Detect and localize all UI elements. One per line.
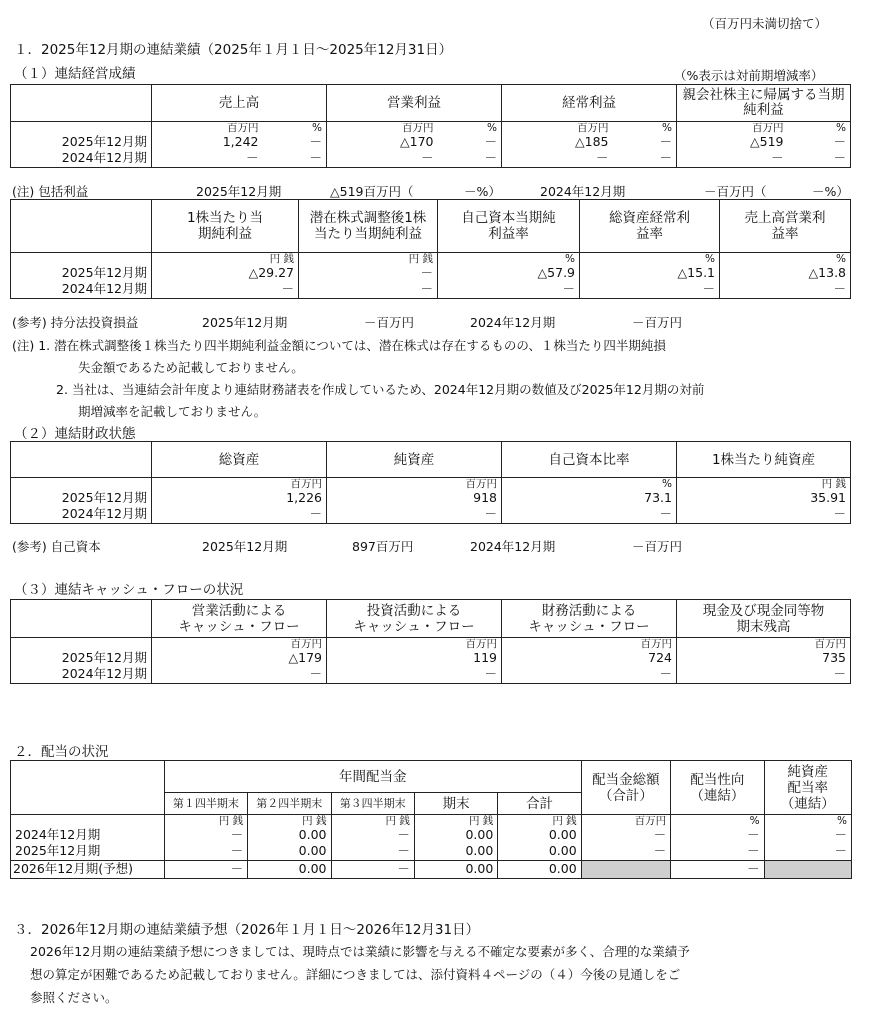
body-line: 参照ください。 bbox=[30, 990, 118, 1005]
unit-cell: 円 銭 bbox=[677, 478, 851, 491]
value-text: 897百万円 bbox=[352, 539, 414, 554]
unit-cell: % bbox=[764, 815, 851, 828]
value-cell: 73.1 bbox=[502, 490, 677, 506]
period-label: 2025年12月期 bbox=[196, 184, 282, 199]
table-row bbox=[11, 860, 852, 878]
dividend-table bbox=[10, 760, 852, 879]
row-label: 2024年12月期 bbox=[11, 666, 152, 683]
col-header: 親会社株主に帰属する当期純利益 bbox=[677, 85, 851, 122]
col-header: 配当性向 （連結） bbox=[671, 761, 764, 815]
value-cell: 735 bbox=[677, 650, 851, 666]
value-cell: － bbox=[613, 150, 677, 167]
unit-cell: % bbox=[788, 122, 851, 135]
sub2-title: （２）連結財政状態 bbox=[14, 426, 136, 442]
value-cell: － bbox=[438, 134, 502, 150]
value-cell: － bbox=[263, 150, 327, 167]
value-cell: － bbox=[152, 150, 263, 167]
shaded-cell bbox=[581, 860, 670, 878]
col-header: 総資産 bbox=[152, 442, 327, 478]
row-label: 2024年12月期 bbox=[11, 827, 165, 843]
per-share-table bbox=[10, 199, 851, 299]
sub1-title: （１）連結経営成績 bbox=[14, 66, 136, 82]
period-label: 2025年12月期 bbox=[202, 539, 288, 554]
col-header: 合計 bbox=[498, 793, 581, 815]
value-cell: － bbox=[299, 281, 438, 298]
unit-cell: 円 銭 bbox=[152, 253, 299, 266]
value-cell: － bbox=[580, 281, 720, 298]
unit-cell: 円 銭 bbox=[299, 253, 438, 266]
value-cell: － bbox=[764, 843, 851, 860]
value-cell: － bbox=[764, 827, 851, 843]
col-header: 第３四半期末 bbox=[331, 793, 414, 815]
unit-cell: 百万円 bbox=[327, 122, 438, 135]
value-cell: 0.00 bbox=[414, 843, 497, 860]
unit-cell: 百万円 bbox=[152, 122, 263, 135]
equity-method-label: (参考) 持分法投資損益 bbox=[12, 315, 139, 330]
value-cell: － bbox=[677, 666, 851, 683]
unit-cell: 百万円 bbox=[677, 638, 851, 651]
table-row bbox=[11, 265, 851, 281]
col-header: 投資活動による キャッシュ・フロー bbox=[327, 600, 502, 638]
row-label: 2025年12月期 bbox=[11, 490, 152, 506]
row-label: 2024年12月期 bbox=[11, 506, 152, 523]
note-line: 期増減率を記載しておりません。 bbox=[78, 404, 267, 419]
value-text: －百万円 bbox=[632, 539, 683, 554]
value-cell: △519 bbox=[677, 134, 788, 150]
value-cell: 0.00 bbox=[498, 860, 581, 878]
value-cell: － bbox=[152, 506, 327, 523]
value-cell: － bbox=[581, 843, 670, 860]
value-cell: 0.00 bbox=[498, 827, 581, 843]
unit-cell: 円 銭 bbox=[164, 815, 247, 828]
unit-cell: 百万円 bbox=[581, 815, 670, 828]
col-header: 売上高 bbox=[152, 85, 327, 122]
table-row bbox=[11, 281, 851, 298]
value-cell: － bbox=[331, 827, 414, 843]
value-cell: － bbox=[788, 134, 851, 150]
value-cell: △13.8 bbox=[720, 265, 851, 281]
table-row bbox=[11, 490, 851, 506]
value-cell: 35.91 bbox=[677, 490, 851, 506]
value-cell: － bbox=[164, 860, 247, 878]
value-cell: 0.00 bbox=[414, 827, 497, 843]
col-header: 営業活動による キャッシュ・フロー bbox=[152, 600, 327, 638]
value-cell: △185 bbox=[502, 134, 613, 150]
value-cell: － bbox=[263, 134, 327, 150]
value-cell: － bbox=[720, 281, 851, 298]
unit-cell: % bbox=[263, 122, 327, 135]
value-cell: 0.00 bbox=[248, 860, 331, 878]
col-header: 売上高営業利益率 bbox=[720, 200, 851, 253]
period-label: 2024年12月期 bbox=[540, 184, 626, 199]
period-label: 2025年12月期 bbox=[202, 315, 288, 330]
unit-cell: 円 銭 bbox=[248, 815, 331, 828]
col-header: 現金及び現金同等物 期末残高 bbox=[677, 600, 851, 638]
sub3-title: （３）連結キャッシュ・フローの状況 bbox=[14, 582, 244, 598]
value-text: －百万円 bbox=[364, 315, 415, 330]
unit-note: （百万円未満切捨て） bbox=[702, 16, 828, 31]
own-capital-label: (参考) 自己資本 bbox=[12, 539, 101, 554]
table-row bbox=[11, 150, 851, 167]
row-label: 2024年12月期 bbox=[11, 150, 152, 167]
body-line: 2026年12月期の連結業績予想につきましては、現時点では業績に影響を与える不確定な要素が多く、合理的な業績予 bbox=[30, 944, 690, 959]
value-text: －%） bbox=[464, 184, 501, 199]
table-row bbox=[11, 843, 852, 860]
value-cell: － bbox=[502, 666, 677, 683]
value-cell: △29.27 bbox=[152, 265, 299, 281]
value-cell: 0.00 bbox=[414, 860, 497, 878]
value-cell: － bbox=[671, 843, 764, 860]
col-header: 純資産 配当率 （連結） bbox=[764, 761, 851, 815]
unit-cell: % bbox=[720, 253, 851, 266]
corner-cell bbox=[11, 85, 152, 122]
value-cell: － bbox=[581, 827, 670, 843]
cash-flow-table bbox=[10, 599, 851, 684]
table-row bbox=[11, 506, 851, 523]
col-header: 潜在株式調整後1株当たり当期純利益 bbox=[299, 200, 438, 253]
value-cell: △170 bbox=[327, 134, 438, 150]
col-header: 純資産 bbox=[327, 442, 502, 478]
value-cell: － bbox=[671, 827, 764, 843]
col-header: 第１四半期末 bbox=[164, 793, 247, 815]
unit-cell: 円 銭 bbox=[414, 815, 497, 828]
period-label: 2024年12月期 bbox=[470, 539, 556, 554]
col-header: 経常利益 bbox=[502, 85, 677, 122]
value-cell: 0.00 bbox=[498, 843, 581, 860]
section3-title: ３．2026年12月期の連結業績予想（2026年１月１日～2026年12月31日） bbox=[14, 922, 480, 938]
value-cell: － bbox=[502, 150, 613, 167]
col-header: 営業利益 bbox=[327, 85, 502, 122]
value-cell: 0.00 bbox=[248, 843, 331, 860]
unit-cell: 円 銭 bbox=[498, 815, 581, 828]
value-text: －百万円（ bbox=[704, 184, 767, 199]
col-header: 第２四半期末 bbox=[248, 793, 331, 815]
col-header: 財務活動による キャッシュ・フロー bbox=[502, 600, 677, 638]
value-cell: △179 bbox=[152, 650, 327, 666]
col-header: 配当金総額 （合計） bbox=[581, 761, 670, 815]
note-line: (注) 1. 潜在株式調整後１株当たり四半期純利益金額については、潜在株式は存在するものの、１株当たり四半期純損 bbox=[12, 338, 666, 353]
value-cell: － bbox=[438, 281, 580, 298]
table-row bbox=[11, 827, 852, 843]
unit-cell: % bbox=[438, 122, 502, 135]
period-label: 2024年12月期 bbox=[470, 315, 556, 330]
value-cell: － bbox=[164, 827, 247, 843]
value-cell: － bbox=[299, 265, 438, 281]
value-cell: － bbox=[331, 860, 414, 878]
note-line: 失金額であるため記載しておりません。 bbox=[78, 360, 304, 375]
table-row bbox=[11, 666, 851, 683]
col-header: 自己資本当期純利益率 bbox=[438, 200, 580, 253]
value-cell: 0.00 bbox=[248, 827, 331, 843]
unit-cell: 百万円 bbox=[152, 478, 327, 491]
value-cell: 918 bbox=[327, 490, 502, 506]
annual-dividend-header: 年間配当金 bbox=[164, 761, 581, 793]
value-cell: － bbox=[613, 134, 677, 150]
operating-results-table bbox=[10, 84, 851, 168]
note-line: 2. 当社は、当連結会計年度より連結財務諸表を作成しているため、2024年12月期の数値及び2025年12月期の対前 bbox=[56, 382, 705, 397]
value-cell: － bbox=[152, 281, 299, 298]
unit-cell: % bbox=[502, 478, 677, 491]
value-cell: － bbox=[502, 506, 677, 523]
row-label: 2025年12月期 bbox=[11, 650, 152, 666]
row-label: 2026年12月期(予想) bbox=[11, 860, 165, 878]
unit-cell: 百万円 bbox=[327, 478, 502, 491]
body-line: 想の算定が困難であるため記載しておりません。詳細につきましては、添付資料４ページの（４）今後の見通しをご bbox=[30, 967, 681, 982]
financial-position-table bbox=[10, 441, 851, 524]
value-cell: － bbox=[438, 150, 502, 167]
unit-cell: % bbox=[613, 122, 677, 135]
value-cell: 1,242 bbox=[152, 134, 263, 150]
col-header: 自己資本比率 bbox=[502, 442, 677, 478]
shaded-cell bbox=[764, 860, 851, 878]
col-header: 1株当たり当期純利益 bbox=[152, 200, 299, 253]
section1-title: １．2025年12月期の連結業績（2025年１月１日～2025年12月31日） bbox=[14, 42, 453, 58]
row-label: 2024年12月期 bbox=[11, 281, 152, 298]
col-header: 総資産経常利益率 bbox=[580, 200, 720, 253]
unit-cell: % bbox=[438, 253, 580, 266]
value-cell: － bbox=[677, 506, 851, 523]
unit-cell: % bbox=[671, 815, 764, 828]
value-cell: － bbox=[331, 843, 414, 860]
col-header: 1株当たり純資産 bbox=[677, 442, 851, 478]
value-text: △519百万円（ bbox=[330, 184, 414, 199]
value-cell: △57.9 bbox=[438, 265, 580, 281]
col-header: 期末 bbox=[414, 793, 497, 815]
unit-cell: 百万円 bbox=[677, 122, 788, 135]
value-cell: － bbox=[327, 150, 438, 167]
value-cell: － bbox=[152, 666, 327, 683]
unit-cell: 円 銭 bbox=[331, 815, 414, 828]
unit-cell: 百万円 bbox=[502, 638, 677, 651]
value-text: －%） bbox=[812, 184, 849, 199]
value-cell: 119 bbox=[327, 650, 502, 666]
unit-cell: % bbox=[580, 253, 720, 266]
value-cell: 1,226 bbox=[152, 490, 327, 506]
percent-note: （%表示は対前期増減率） bbox=[674, 68, 824, 83]
value-cell: － bbox=[671, 860, 764, 878]
value-cell: － bbox=[677, 150, 788, 167]
value-cell: 724 bbox=[502, 650, 677, 666]
value-cell: － bbox=[788, 150, 851, 167]
table-row bbox=[11, 650, 851, 666]
unit-cell: 百万円 bbox=[152, 638, 327, 651]
value-text: －百万円 bbox=[632, 315, 683, 330]
section2-title: ２．配当の状況 bbox=[14, 744, 109, 760]
value-cell: － bbox=[164, 843, 247, 860]
value-cell: △15.1 bbox=[580, 265, 720, 281]
unit-cell: 百万円 bbox=[502, 122, 613, 135]
row-label: 2025年12月期 bbox=[11, 265, 152, 281]
value-cell: － bbox=[327, 506, 502, 523]
unit-cell: 百万円 bbox=[327, 638, 502, 651]
comprehensive-label: (注) 包括利益 bbox=[12, 184, 89, 199]
row-label: 2025年12月期 bbox=[11, 843, 165, 860]
table-row bbox=[11, 134, 851, 150]
value-cell: － bbox=[327, 666, 502, 683]
row-label: 2025年12月期 bbox=[11, 134, 152, 150]
